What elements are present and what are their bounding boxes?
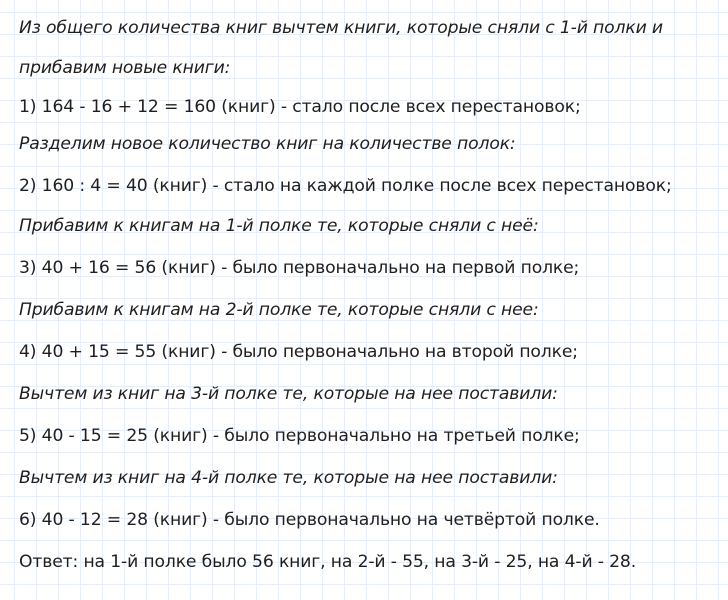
step-5: 5) 40 - 15 = 25 (книг) - было первоначально на третьей полке; (19, 426, 580, 446)
answer-line: Ответ: на 1-й полке было 56 книг, на 2-й - 55, на 3-й - 25, на 4-й - 28. (19, 552, 637, 572)
step-2: 2) 160 : 4 = 40 (книг) - стало на каждой полке после всех перестановок; (19, 176, 672, 196)
step-1: 1) 164 - 16 + 12 = 160 (книг) - стало после всех перестановок; (19, 97, 581, 117)
explanation-line-1: Из общего количества книг вычтем книги, которые сняли с 1-й полки и (19, 18, 663, 38)
explanation-shelf-3: Вычтем из книг на 3-й полке те, которые на нее поставили: (19, 384, 558, 404)
explanation-shelf-4: Вычтем из книг на 4-й полке те, которые на нее поставили: (19, 468, 558, 488)
step-3: 3) 40 + 16 = 56 (книг) - было первоначально на первой полке; (19, 258, 580, 278)
explanation-shelf-1: Прибавим к книгам на 1-й полке те, которые сняли с неё: (19, 216, 539, 236)
step-6: 6) 40 - 12 = 28 (книг) - было первоначально на четвёртой полке. (19, 510, 600, 530)
explanation-line-2: прибавим новые книги: (19, 58, 231, 78)
step-4: 4) 40 + 15 = 55 (книг) - было первоначально на второй полке; (19, 342, 578, 362)
explanation-divide: Разделим новое количество книг на количестве полок: (19, 134, 516, 154)
explanation-shelf-2: Прибавим к книгам на 2-й полке те, которые сняли с нее: (19, 300, 539, 320)
